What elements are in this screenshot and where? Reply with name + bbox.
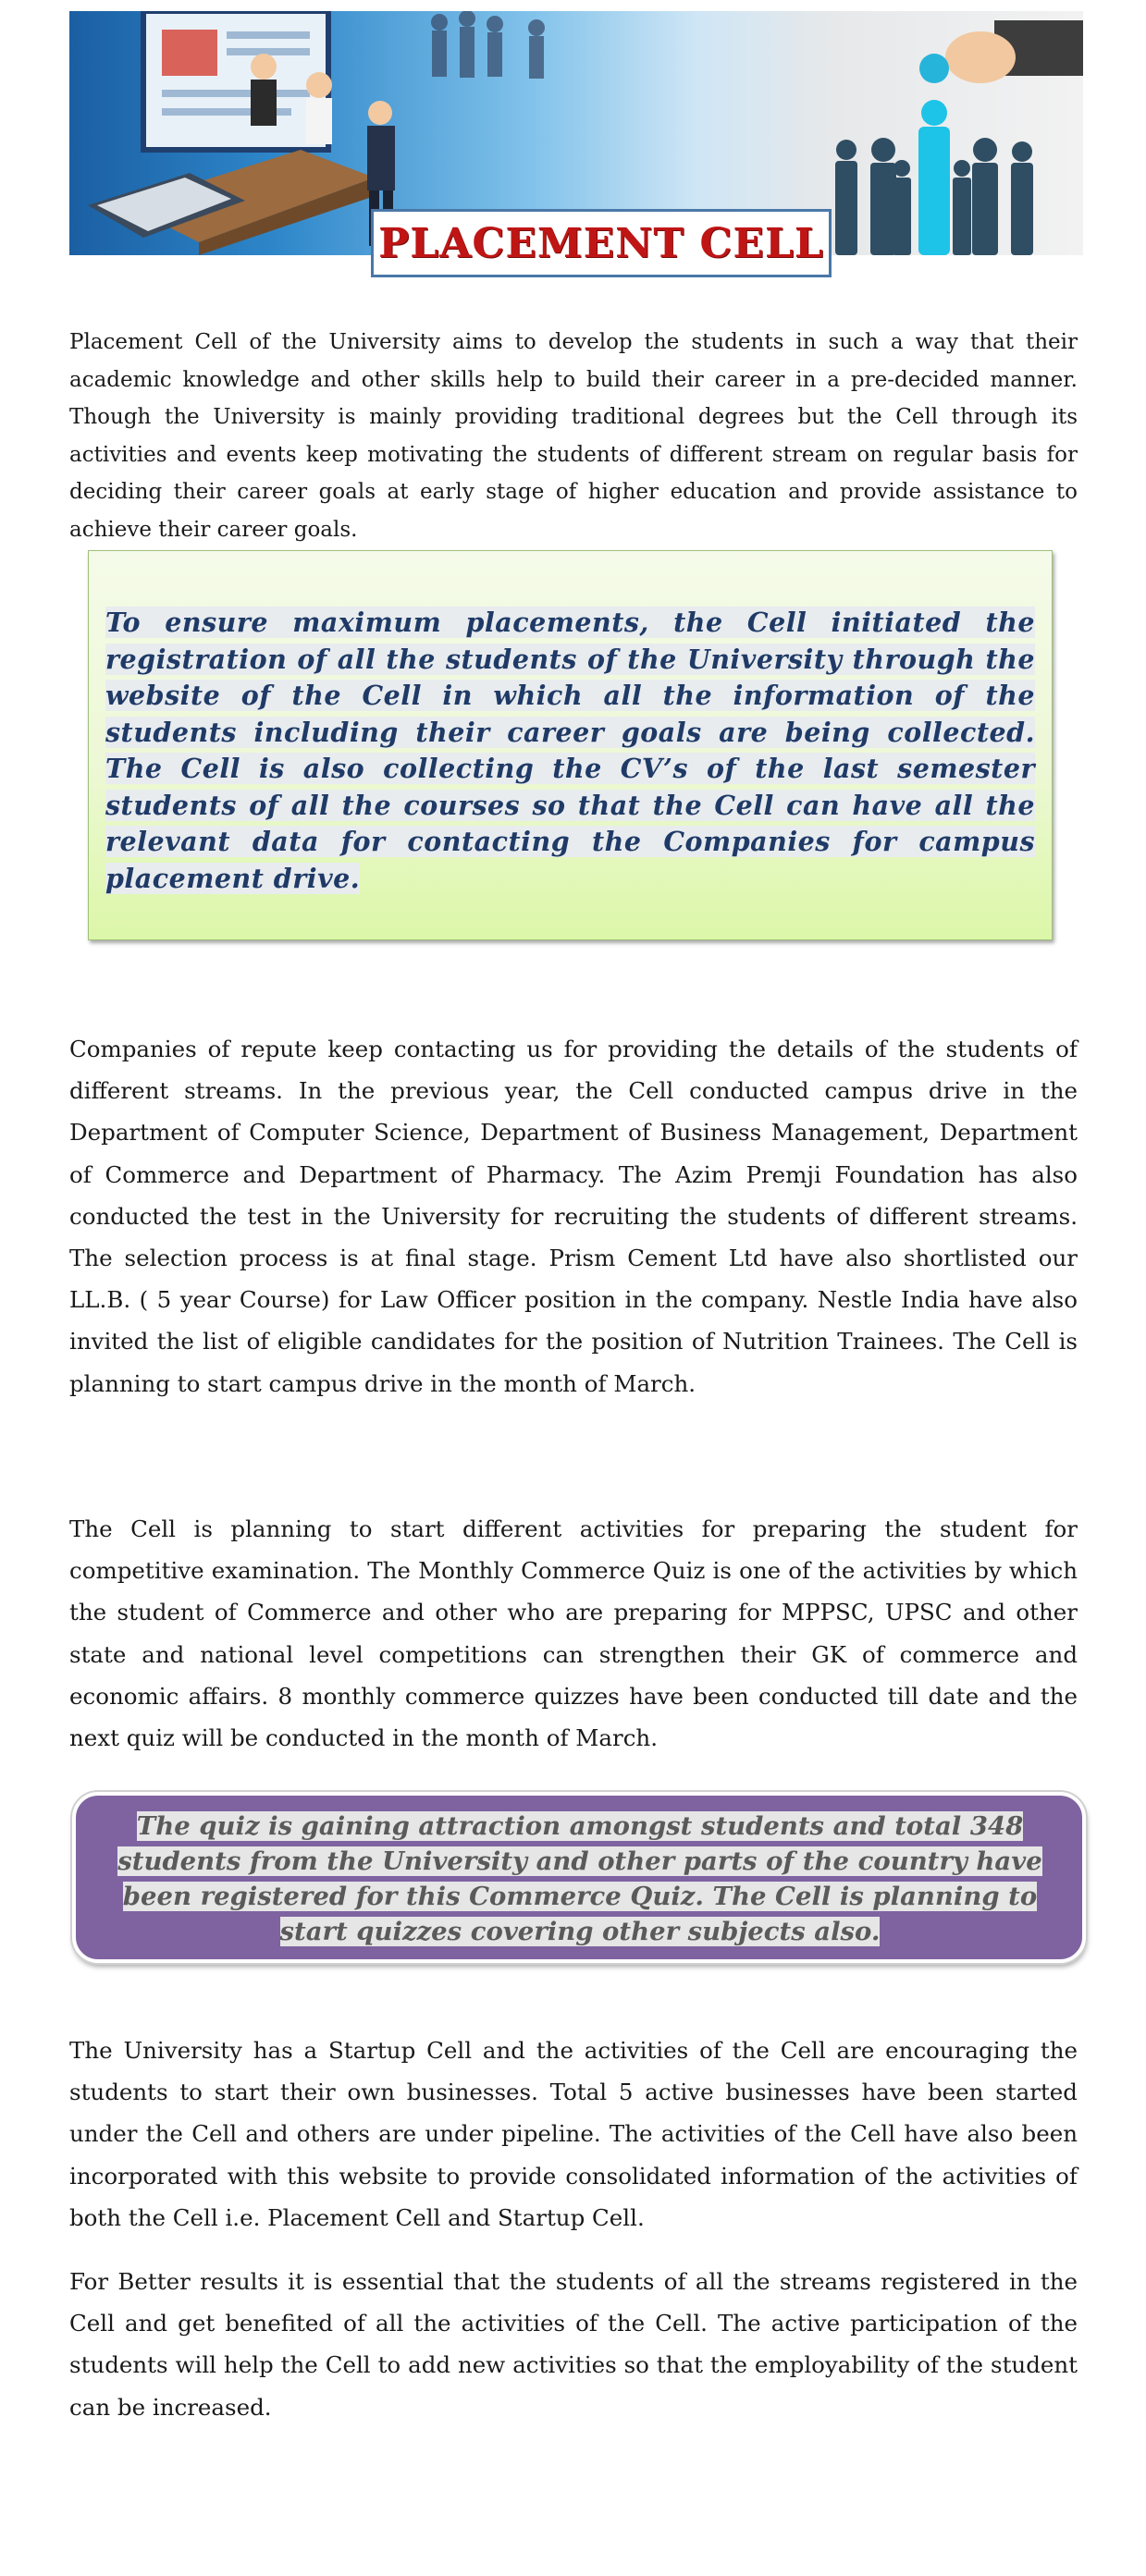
startup-paragraph: The University has a Startup Cell and the activities of the Cell are encouraging the students to start their own businesses. Total 5 active businesses have been started under the Cell and others are under pipeline. The activities of the Cell have also been incorporated with this website to provide consolidated information of the activities of both the Cell i.e. Placement Cell and Startup Cell. [69,2037,1078,2231]
closing-paragraph: For Better results it is essential that the students of all the streams registered in the Cell and get benefited of all the activities of the Cell. The active participation of the students will help the Cell to add new activities so that the employability of the student can be increased. [69,2268,1078,2421]
companies-paragraph: Companies of repute keep contacting us for providing the details of the students of different streams. In the previous year, the Cell conducted campus drive in the Department of Computer Science, Department of Business Management, Department of Commerce and Department of Pharmacy. The Azim Premji Foundation has also conducted the test in the University for recruiting the students of different streams. The selection process is at final stage. Prism Cement Ltd have also shortlisted our LL.B. ( 5 year Course) for Law Officer position in the company. Nestle India have also invited the list of eligible candidates for the position of Nutrition Trainees. The Cell is planning to start campus drive in the month of March. [69,1036,1078,1397]
registration-highlight-span: To ensure maximum placements, the Cell initiated the registration of all the students of the University through the website of the Cell in which all the information of the students including their career goals are being collected. The Cell is also collecting the CV’s of the last semester students of all the courses so that the Cell can have all the relevant data for contacting the Companies for campus placement drive. [105,607,1035,894]
intro-paragraph: Placement Cell of the University aims to develop the students in such a way that their academic knowledge and other skills help to build their career in a pre-decided manner. Though the University is mainly providing traditional degrees but the Cell through its activities and events keep motivating the students of different stream on regular basis for deciding their career goals at early stage of higher education and provide assistance to achieve their career goals. [69,330,1078,542]
activities-paragraph: The Cell is planning to start different activities for preparing the student for competitive examination. The Monthly Commerce Quiz is one of the activities by which the student of Commerce and other who are preparing for MPPSC, UPSC and other state and national level competitions can strengthen their GK of commerce and economic affairs. 8 monthly commerce quizzes have been conducted till date and the next quiz will be conducted in the month of March. [69,1515,1078,1752]
registration-highlight-text [105,605,1035,897]
registration-highlight-box [88,550,1053,940]
page-title-box [371,209,832,277]
quiz-highlight-box [72,1792,1086,1963]
page-title: PLACEMENT CELL [378,219,824,267]
quiz-highlight-text [104,1809,1056,1949]
quiz-highlight-span: The quiz is gaining attraction amongst students and total 348 students from the University and other parts of the country have been registered for this Commerce Quiz. The Cell is planning to start quizzes covering other subjects also. [117,1811,1042,1946]
